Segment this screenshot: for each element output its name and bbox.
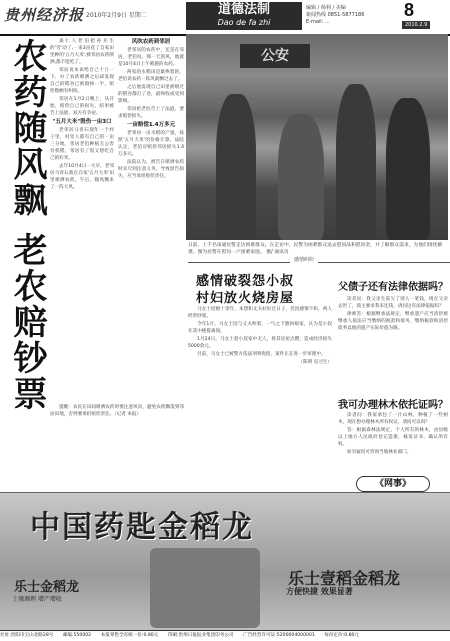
story-tag: 感情纠纷 bbox=[290, 256, 318, 263]
main-headline: 农药随风飘 老农赔钞票 bbox=[7, 38, 47, 412]
meta-line: E-mail: ... bbox=[306, 19, 330, 25]
paragraph: 邻居把老伯告上了法庭，要求赔偿损失。 bbox=[118, 107, 184, 119]
paragraph: 老邻居马青石现年一个村子里，村里人都有自己的一亩三分地，邻居老伯种植无公害有机稻，邻居有了饭又想吃自己的好米。 bbox=[50, 128, 114, 161]
product-image bbox=[150, 548, 260, 628]
paragraph: 去年10月4日一大早，老邻居马青石就在自家'五月大米'田里喷洒农药。午后，随风飘来了一阵大风。 bbox=[50, 164, 114, 190]
section-banner bbox=[186, 2, 302, 30]
ad-title: 中国药匙金稻龙 bbox=[30, 510, 254, 545]
paragraph: 读者问：我父亲生前欠了别人一笔钱，现在父亲去世了，债主要求我来还钱，请问这有法律依据吗？ bbox=[338, 297, 448, 309]
paragraph: 两家的水稻田是紧挨着的，老伯说农药一阵风就飘过去了。 bbox=[118, 70, 184, 82]
side-article-body bbox=[338, 296, 448, 392]
photo-caption: 日前，上千名南通民警走访困难群众。在走访中，民警为困难群众送去慰问品和慰问金，并了解群众需求，为他们排忧解难。图为民警在慰问一户困难家庭。 摄/ 通讯员 bbox=[188, 243, 443, 255]
section-subtitle: Dao de fa zhi bbox=[217, 18, 271, 27]
paragraph: 如有疑问可咨询当地林业部门。 bbox=[347, 450, 412, 455]
footer-item: 本报零售全省统一价:0.80元 bbox=[100, 633, 159, 638]
ad-product-left-sub: 土壤调理 增产增收 bbox=[12, 596, 62, 603]
footer-item: 每份定价:0.80元 bbox=[324, 633, 360, 638]
newspaper-logo: 贵州经济报 bbox=[4, 6, 85, 24]
paragraph: 老邻居一亩水稻的产量，按照'五月大米'的价格计算。法院认定，老伯应赔偿邻居损失1.4万多元。 bbox=[118, 131, 184, 157]
paragraph: 邻居在1月2日晚上，从开始，赔偿自己的损失，结果被告上法庭，双方有争论。 bbox=[50, 97, 114, 116]
paragraph: 读者问：我家承包了一片山林，种植了一些树木，现在想办理林木所有权证，请问可以吗？ bbox=[338, 413, 448, 425]
paragraph: 提醒：农民在田间喷洒农药时要注意风向，避免农药飘落到邻居田地，否则要承担赔偿责任。（记者 本报） bbox=[50, 405, 184, 417]
page-date-badge: 2010.2.9 bbox=[402, 21, 430, 29]
paragraph: 目前，马女士已被警方依法刑事拘留，案件正在进一步审理中。 bbox=[197, 352, 326, 357]
subheading: "五月大米"毁伤一亩3口 bbox=[52, 119, 112, 125]
subheading: 一亩赔偿1.4万多元 bbox=[126, 122, 176, 128]
subheading: 风吹农药到邻居 bbox=[131, 39, 171, 45]
dateline: 2010年2月9日 星期二 bbox=[86, 12, 147, 19]
meta-line: 编辑 / 杨利 / 美编 bbox=[306, 5, 346, 11]
article-column-1 bbox=[50, 38, 114, 338]
story2-body bbox=[188, 306, 332, 488]
article-note bbox=[50, 404, 184, 488]
paragraph: 邻居说本该给自己十斤一下，办了农药喷洒之后却发现自己的稻谷已被毁掉一半，赔偿数额有纠纷。 bbox=[50, 68, 114, 94]
paragraph: 1月24日，马女士趁小叔家中无人，将其房屋点燃，造成经济损失5000余元。 bbox=[188, 337, 332, 349]
ad-product-right-sub: 方便快捷 效果显著 bbox=[286, 587, 353, 596]
byline: （陈明 见习生） bbox=[298, 360, 332, 365]
section-title: 道德法制 bbox=[217, 2, 270, 17]
side-article-title: 父债子还有法律依据吗？ bbox=[338, 282, 448, 293]
photo-figure bbox=[216, 94, 256, 240]
paragraph: 桑仁人老伯把孙先生的'劳'动了,一来3亩花了自家田里种的'五月大米',被邻居农药喷洒,都不能吃了。 bbox=[50, 39, 114, 65]
photo-figure bbox=[386, 98, 430, 240]
meta-line: 新闻热线 0851-5877186 bbox=[306, 12, 365, 18]
paragraph: 老邻居的农药中，还是在邻居，老伯说，那一天刮风，他就是10月4日上午喷施的农药。 bbox=[118, 48, 184, 67]
side-article-body bbox=[338, 412, 448, 474]
news-photo bbox=[186, 34, 448, 240]
paragraph: 法院认为，被告在喷洒农药时未尽到注意义务，导致原告损失，应当承担赔偿责任。 bbox=[118, 160, 184, 179]
paragraph: 之后他发现自己田里被喷过的稻谷都打了卷，最终收成受到影响。 bbox=[118, 85, 184, 104]
photo-figure bbox=[336, 84, 376, 240]
ad-product-right: 乐士壹稻金稻龙 bbox=[288, 569, 401, 588]
story-title: 村妇放火烧房屋 bbox=[196, 291, 295, 306]
footer-item: 邮编:550002 bbox=[62, 633, 92, 638]
footer-bar bbox=[0, 630, 450, 641]
paragraph: 今年1月，马女士因与丈夫吵架，一气之下跑回娘家，认为是小叔在其中挑拨离间。 bbox=[188, 322, 332, 334]
paragraph: 答：根据森林法规定，个人所有的林木，由县级以上地方人民政府登记造册，核发证书，确认所有权。 bbox=[338, 428, 448, 447]
paragraph: 律师答：根据继承法规定，继承遗产应当清偿被继承人依法应当缴纳的税款和债务，缴纳税款和清偿债务以他的遗产实际价值为限。 bbox=[338, 312, 448, 331]
story-title: 感情破裂怨小叔 bbox=[196, 274, 295, 289]
footer-item: 广告经营许可证:5200004000001 bbox=[243, 633, 315, 638]
police-sign: 公安 bbox=[240, 44, 310, 68]
column-name-badge: 《网事》 bbox=[356, 476, 430, 492]
photo-figure bbox=[278, 114, 324, 240]
editor-meta bbox=[306, 5, 402, 26]
ad-product-left: 乐士金稻龙 bbox=[14, 580, 80, 595]
page-number: 8 bbox=[404, 0, 415, 20]
article-column-2 bbox=[118, 38, 184, 338]
footer-item: 印刷:贵州日报报业集团印务公司 bbox=[167, 633, 234, 638]
paragraph: 马女士结婚十余年，本想和丈夫好好过日子，但因感情不和，两人经常吵架。 bbox=[188, 307, 332, 319]
side-article-title: 我可办理林木依托证吗？ bbox=[338, 400, 448, 411]
footer-item: 社址:贵阳市宝山北路28号 bbox=[0, 633, 54, 638]
